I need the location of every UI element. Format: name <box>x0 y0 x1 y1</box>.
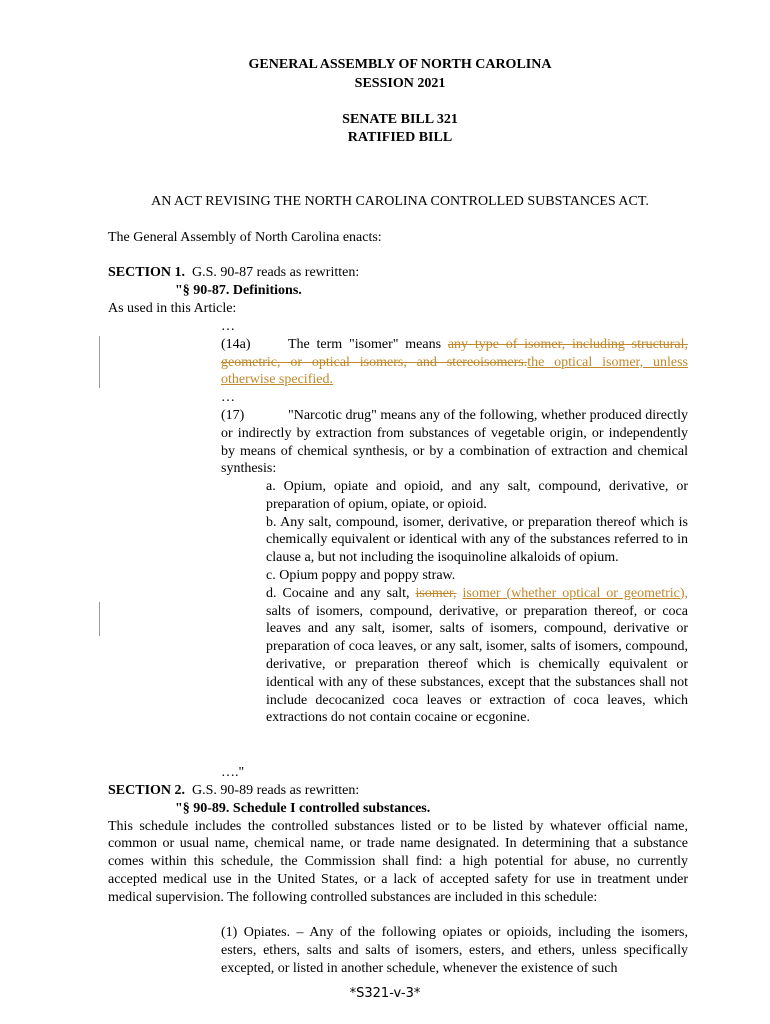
section-2-body: This schedule includes the controlled substances listed or to be listed by whatever official name, common or usual name, chemical name, or trade name designated. In determining that a substance comes within this schedule, the Commission shall find: a high potential for abuse, no currently accepted medical use in the United States, or a lack of accepted safety for use in treatment under medical supervision. The following controlled substances are included in this schedule: <box>108 818 688 905</box>
bill-status: RATIFIED BILL <box>347 130 453 146</box>
ellipsis: … <box>221 319 235 334</box>
assembly-name: GENERAL ASSEMBLY OF NORTH CAROLINA <box>248 57 552 72</box>
section-1-closing: …." <box>221 765 245 780</box>
definition-17 <box>221 407 688 478</box>
item-a: a. Opium, opiate and opioid, and any salt, compound, derivative, or preparation of opium, opiate, or opioid. <box>266 479 688 512</box>
section-1-label: SECTION 1. <box>108 265 186 280</box>
act-title: AN ACT REVISING THE NORTH CAROLINA CONTROLLED SUBSTANCES ACT. <box>151 194 649 209</box>
opiates-paragraph: (1) Opiates. – Any of the following opiates or opioids, including the isomers, esters, ethers, salts and salts of isomers, esters, and ethers, unless specifically excepted, or listed in another schedule, whenever the existence of such <box>221 925 688 976</box>
section-2-heading: "§ 90-89. Schedule I controlled substances. <box>175 800 431 816</box>
item-d-text: d. Cocaine and any salt, <box>266 585 410 601</box>
section-2 <box>108 782 688 907</box>
deleted-text: isomer, <box>415 585 457 601</box>
bill-header <box>0 56 770 147</box>
narcotic-items <box>266 478 688 727</box>
section-1 <box>108 264 688 317</box>
deleted-text: any type of isomer, including structural, geometric, or optical isomers, and stereoisomers. <box>221 336 688 370</box>
section-1-intro: As used in this Article: <box>108 300 237 316</box>
definition-17-text: "Narcotic drug" means any of the following, whether produced directly or indirectly by extraction from substances of vegetable origin, or independently by means of chemical synthesis, or by a combination of extraction and chemical synthesis: <box>221 407 688 477</box>
definitions-block <box>221 318 688 478</box>
definition-14a <box>221 336 688 389</box>
ellipsis: … <box>221 390 235 406</box>
section-2-label: SECTION 2. <box>108 783 186 798</box>
definition-17-number: (17) <box>221 407 245 423</box>
item-c: c. Opium poppy and poppy straw. <box>266 567 456 583</box>
item-d-text: salts of isomers, compound, derivative, or preparation thereof, or coca leaves and any salt, isomer, salts of isomers, compound, derivative or preparation of coca leaves, or any salt, isomer, salts of isomers, compound, derivative, or preparation thereof which is chemically equivalent or identical with any of these substances, except that the substances shall not include decocanized coca leaves or extraction of coca leaves, which extractions do not contain cocaine or ecgonine. <box>266 603 688 726</box>
item-d <box>266 585 688 727</box>
definition-14a-number: (14a) <box>221 336 251 352</box>
item-b: b. Any salt, compound, isomer, derivative, or preparation thereof which is chemically equivalent or identical with any of the substances referred to in clause a, but not including the isoquinoline alkaloids of opium. <box>266 514 688 566</box>
section-1-heading: "§ 90-87. Definitions. <box>175 282 302 298</box>
definition-14a-text: The term "isomer" means <box>288 336 442 352</box>
change-bar <box>99 602 100 636</box>
page-footer: *S321-v-3* <box>349 986 421 1001</box>
inserted-text: the optical isomer, unless otherwise specified. <box>221 354 688 388</box>
section-1-text: G.S. 90-87 reads as rewritten: <box>192 265 360 280</box>
inserted-text: isomer (whether optical or geometric), <box>462 585 689 601</box>
session: SESSION 2021 <box>354 75 446 91</box>
change-bar <box>99 336 100 388</box>
enacting-clause: The General Assembly of North Carolina enacts: <box>108 230 382 245</box>
bill-number: SENATE BILL 321 <box>342 111 458 127</box>
section-2-text: G.S. 90-89 reads as rewritten: <box>192 783 360 798</box>
